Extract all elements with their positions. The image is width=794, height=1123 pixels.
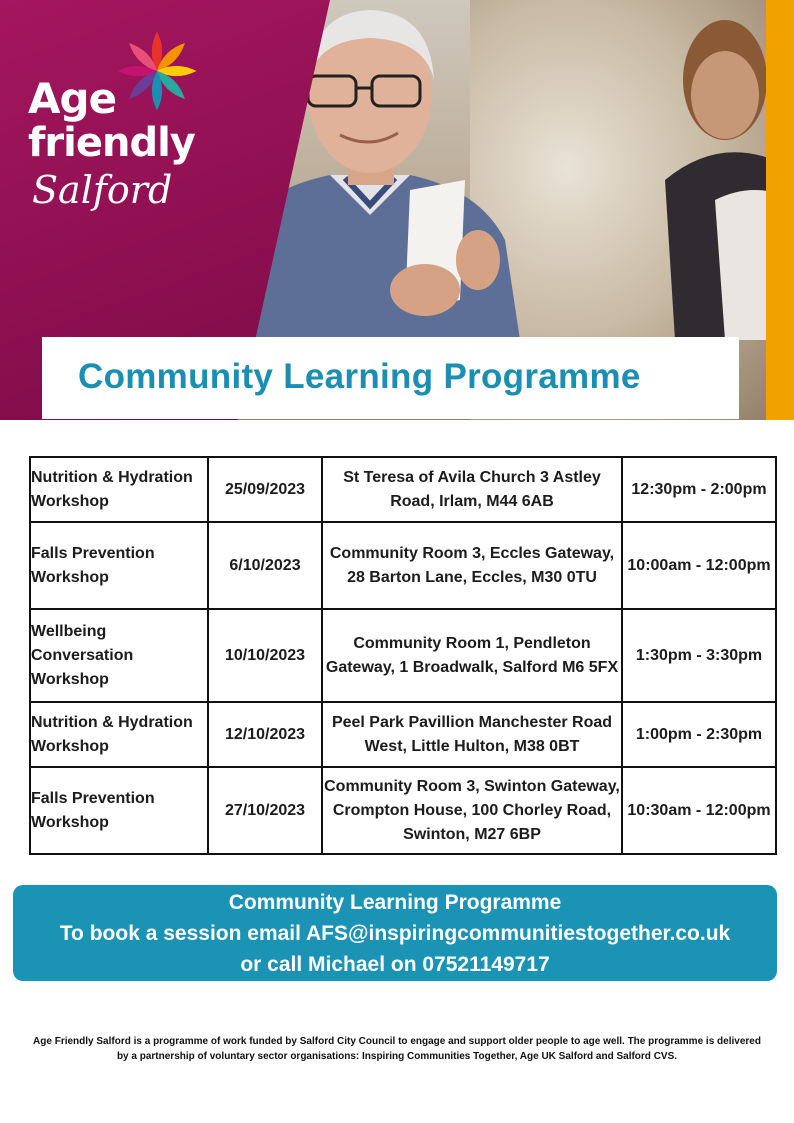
session-name: Wellbeing Conversation Workshop xyxy=(30,609,208,702)
funding-footnote: Age Friendly Salford is a programme of work funded by Salford City Council to engage and support older people to age well. The programme is delivered by a partnership of voluntary sector organisations: Inspiring Communities Together, Age UK Salford and Salford CVS. xyxy=(33,1036,761,1062)
sessions-table xyxy=(29,456,777,855)
table-row xyxy=(30,522,776,609)
booking-phone-line[interactable]: or call Michael on 07521149717 xyxy=(240,953,550,976)
session-time: 10:00am - 12:00pm xyxy=(622,522,776,609)
session-date: 12/10/2023 xyxy=(208,702,322,767)
session-venue: Community Room 1, Pendleton Gateway, 1 Broadwalk, Salford M6 5FX xyxy=(322,609,622,702)
logo-text-salford: Salford xyxy=(32,168,173,212)
session-name: Falls Prevention Workshop xyxy=(30,767,208,854)
session-venue: Community Room 3, Eccles Gateway, 28 Barton Lane, Eccles, M30 0TU xyxy=(322,522,622,609)
page-title: Community Learning Programme xyxy=(78,357,641,396)
session-time: 12:30pm - 2:00pm xyxy=(622,457,776,522)
session-date: 27/10/2023 xyxy=(208,767,322,854)
logo-text-friendly: friendly xyxy=(28,120,195,166)
session-name: Falls Prevention Workshop xyxy=(30,522,208,609)
session-date: 10/10/2023 xyxy=(208,609,322,702)
session-venue: Community Room 3, Swinton Gateway, Crompton House, 100 Chorley Road, Swinton, M27 6BP xyxy=(322,767,622,854)
session-name: Nutrition & Hydration Workshop xyxy=(30,702,208,767)
session-date: 25/09/2023 xyxy=(208,457,322,522)
booking-email-line[interactable]: To book a session email AFS@inspiringcommunitiestogether.co.uk xyxy=(59,922,731,945)
title-box xyxy=(42,337,739,419)
table-row xyxy=(30,609,776,702)
booking-heading: Community Learning Programme xyxy=(228,891,562,914)
session-time: 1:00pm - 2:30pm xyxy=(622,702,776,767)
session-date: 6/10/2023 xyxy=(208,522,322,609)
booking-info-box xyxy=(13,885,777,981)
session-name: Nutrition & Hydration Workshop xyxy=(30,457,208,522)
orange-accent-strip xyxy=(766,0,794,420)
table-row xyxy=(30,457,776,522)
session-time: 10:30am - 12:00pm xyxy=(622,767,776,854)
table-row xyxy=(30,767,776,854)
session-venue: St Teresa of Avila Church 3 Astley Road, Irlam, M44 6AB xyxy=(322,457,622,522)
session-time: 1:30pm - 3:30pm xyxy=(622,609,776,702)
logo-text-age: Age xyxy=(28,74,117,123)
flower-logo-icon xyxy=(114,28,200,114)
age-friendly-salford-logo xyxy=(28,28,228,238)
table-row xyxy=(30,702,776,767)
session-venue: Peel Park Pavillion Manchester Road West, Little Hulton, M38 0BT xyxy=(322,702,622,767)
